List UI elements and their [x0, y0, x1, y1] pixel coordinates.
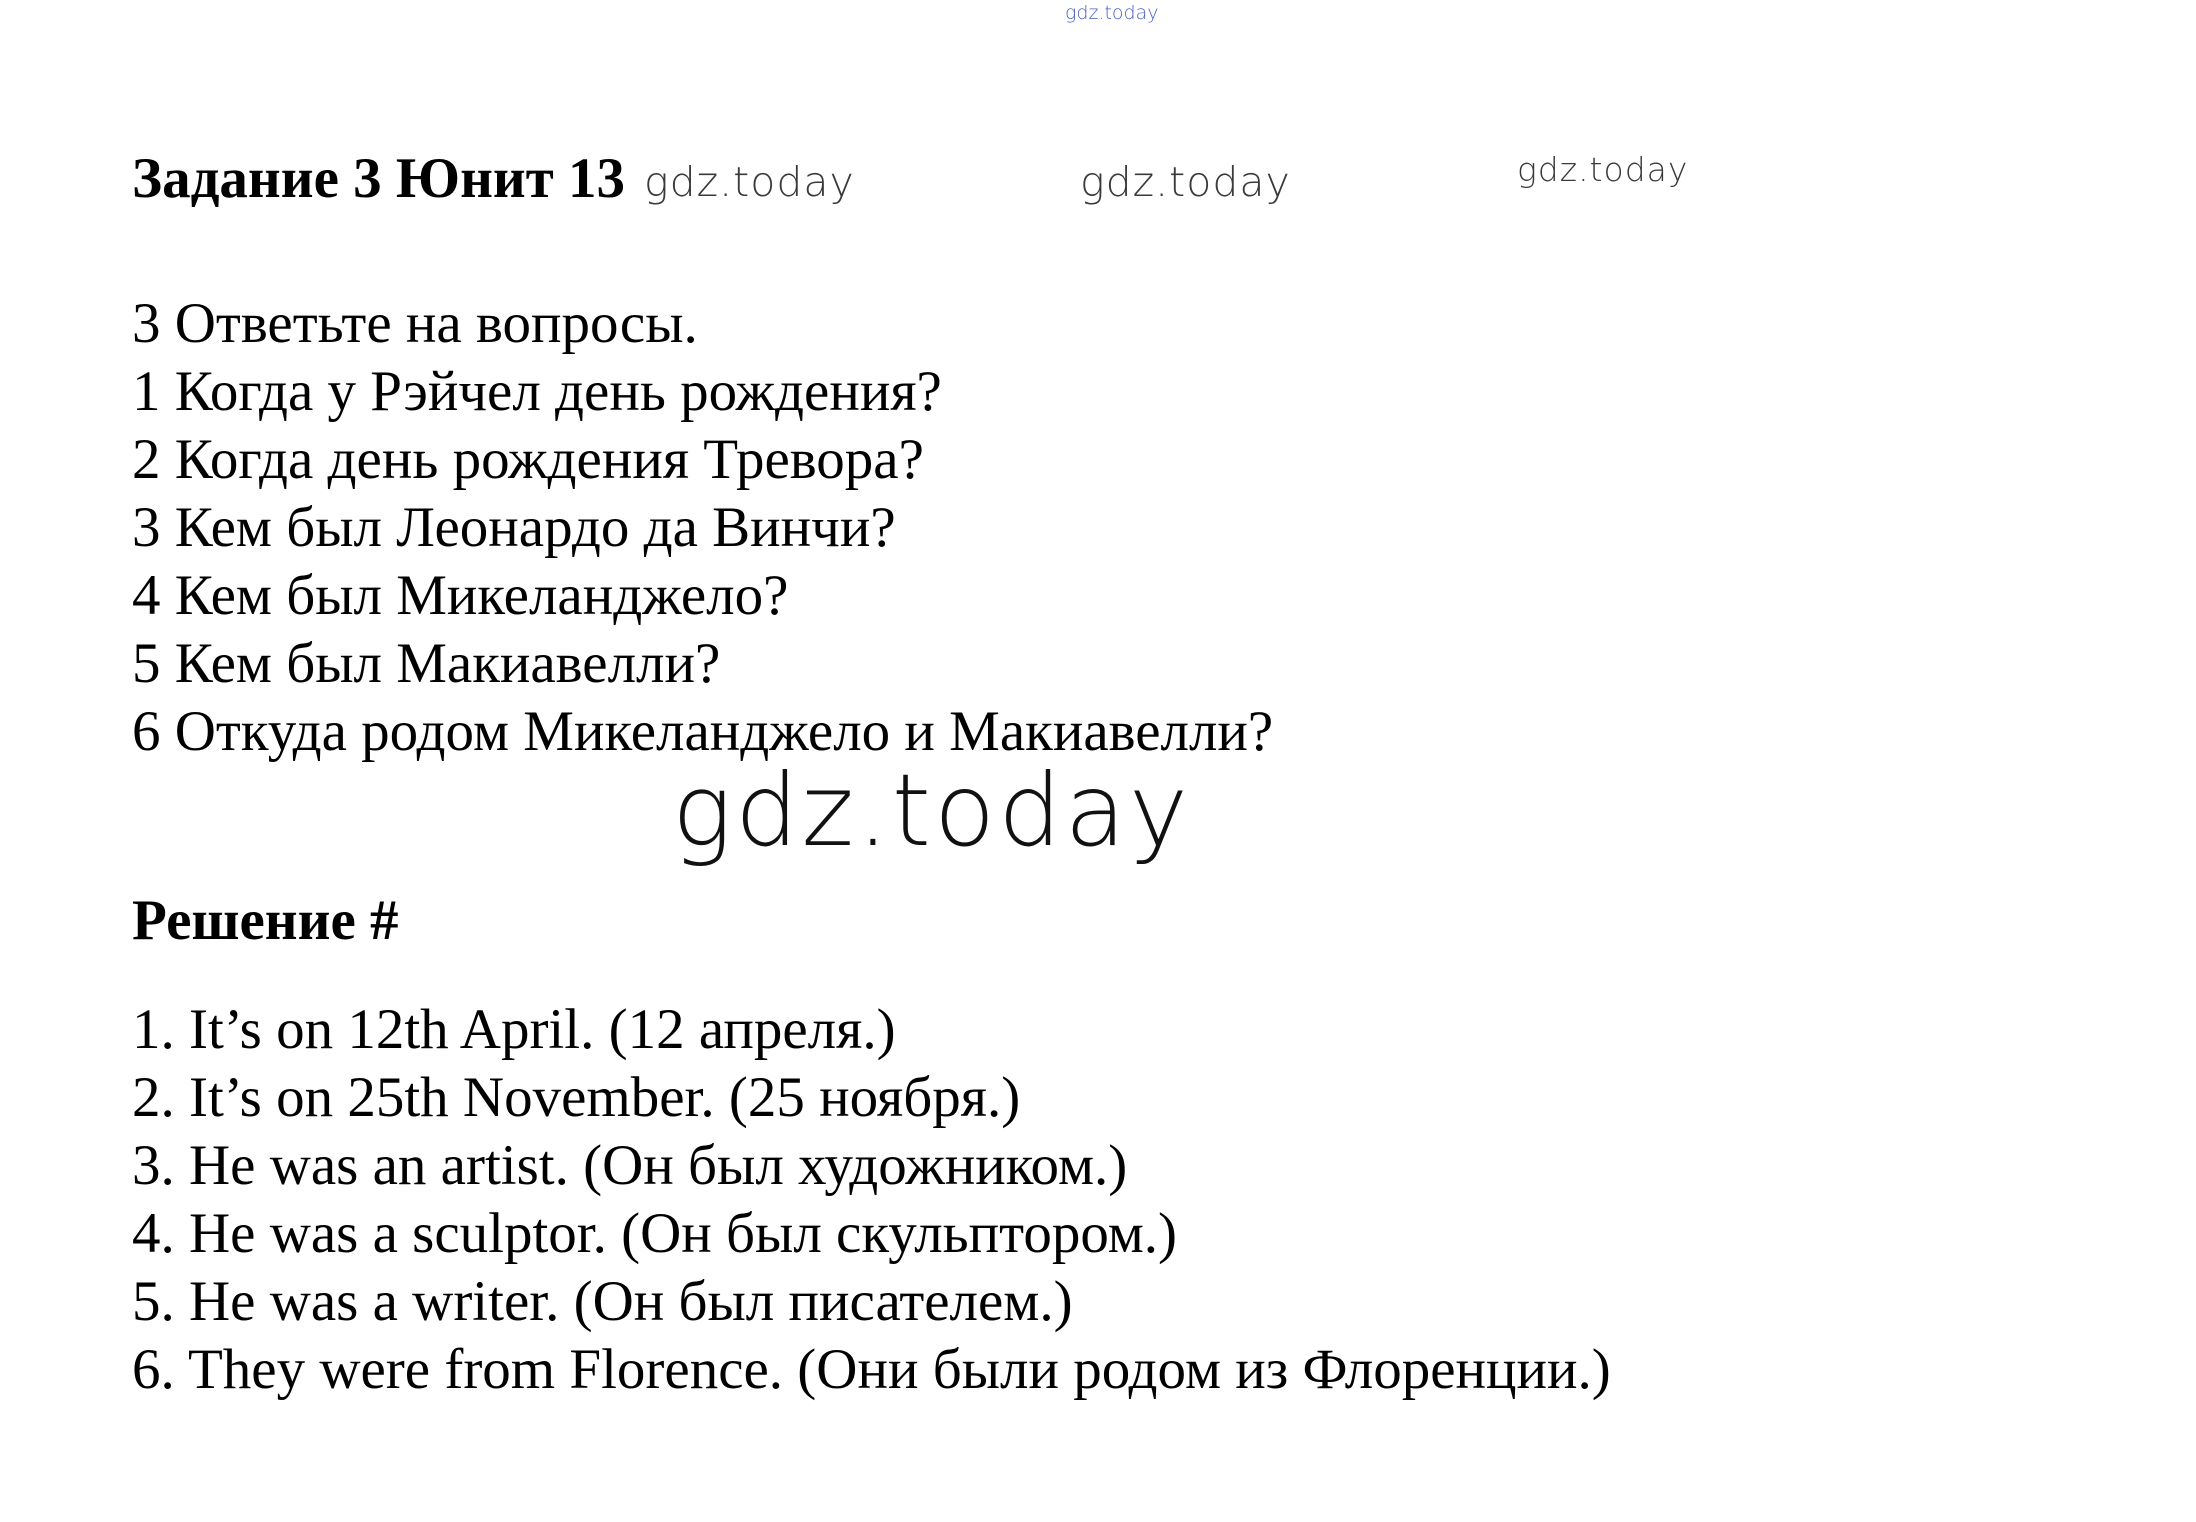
answer-item: 3. He was an artist. (Он был художником.): [132, 1134, 1128, 1197]
watermark-top: gdz.today: [1065, 2, 1159, 24]
answer-list: [132, 996, 1611, 1404]
answer-item: 6. They were from Florence. (Они были родом из Флоренции.): [132, 1338, 1611, 1401]
watermark-title-3: gdz.today: [1517, 150, 1689, 189]
task-title: Задание 3 Юнит 13: [132, 147, 626, 210]
answer-item: 1. It’s on 12th April. (12 апреля.): [132, 998, 896, 1061]
question-list: [132, 290, 1273, 766]
watermark-center: gdz.today: [672, 752, 1192, 869]
watermark-title-1: gdz.today: [644, 158, 855, 206]
question-item: 2 Когда день рождения Тревора?: [132, 428, 924, 491]
question-item: 4 Кем был Микеланджело?: [132, 564, 789, 627]
question-item: 3 Кем был Леонардо да Винчи?: [132, 496, 896, 559]
answer-item: 2. It’s on 25th November. (25 ноября.): [132, 1066, 1021, 1129]
question-instruction: 3 Ответьте на вопросы.: [132, 292, 698, 355]
answer-item: 4. He was a sculptor. (Он был скульптором.): [132, 1202, 1178, 1265]
question-item: 1 Когда у Рэйчел день рождения?: [132, 360, 942, 423]
question-item: 5 Кем был Макиавелли?: [132, 632, 721, 695]
watermark-title-2: gdz.today: [1080, 158, 1291, 206]
solution-title: Решение #: [132, 889, 399, 952]
answer-item: 5. He was a writer. (Он был писателем.): [132, 1270, 1073, 1333]
question-item: 6 Откуда родом Микеланджело и Макиавелли?: [132, 700, 1274, 763]
